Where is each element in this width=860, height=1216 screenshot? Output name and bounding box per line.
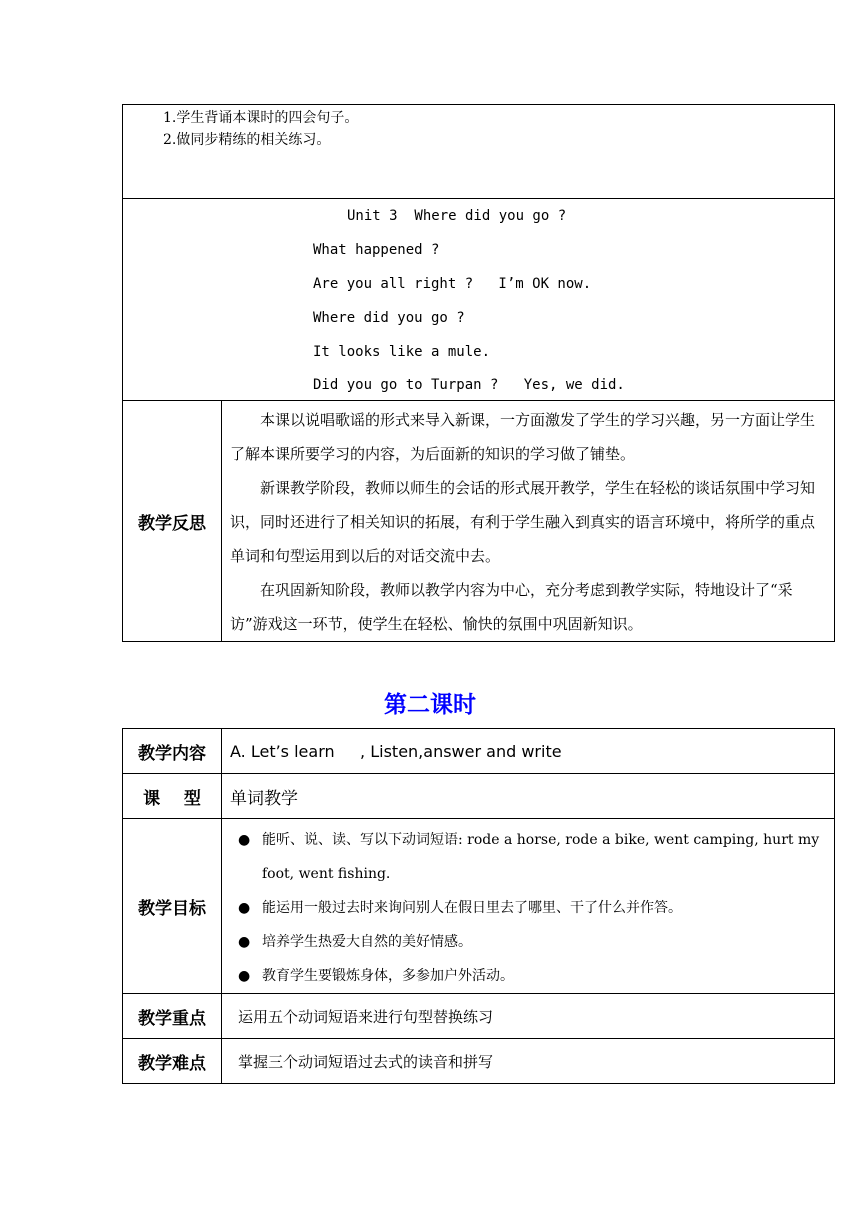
lesson1-table (122, 104, 835, 642)
objective-text: 培养学生热爱大自然的美好情感。 (262, 934, 472, 950)
type-label: 课 型 (123, 774, 222, 819)
difficulty-label: 教学难点 (123, 1039, 222, 1084)
blackboard-line: What happened ? (313, 242, 440, 258)
objective-text: 教育学生要锻炼身体，多参加户外活动。 (262, 968, 514, 984)
blackboard-line: Are you all right ? I’m OK now. (313, 276, 592, 292)
objective-item (238, 823, 828, 891)
reflection-paragraph: 新课教学阶段，教师以师生的会话的形式展开教学，学生在轻松的谈话氛围中学习知识，同时还进行了相关知识的拓展，有利于学生融入到真实的语言环境中，将所学的重点单词和句型运用到以后的对话交流中去。 (230, 479, 816, 565)
bullet-icon: ● (238, 832, 251, 848)
blackboard-line: It looks like a mule. (313, 344, 491, 360)
difficulty-value: 掌握三个动词短语过去式的读音和拼写 (222, 1039, 835, 1084)
reflection-paragraph: 在巩固新知阶段，教师以教学内容为中心，充分考虑到教学实际，特地设计了“采访”游戏这一环节，使学生在轻松、愉快的氛围中巩固新知识。 (230, 581, 793, 633)
blackboard-line: Where did you go ? (313, 310, 465, 326)
homework-item: 1.学生背诵本课时的四会句子。 (163, 110, 359, 126)
bullet-icon: ● (238, 934, 251, 950)
objective-item (238, 959, 828, 993)
content-label: 教学内容 (123, 729, 222, 774)
objective-item (238, 925, 828, 959)
content-value: A. Let’s learn , Listen,answer and write (222, 729, 835, 774)
objective-text: 能听、说、读、写以下动词短语: rode a horse, rode a bike, went camping, hurt my foot, went fishing. (262, 832, 820, 882)
objectives-cell (222, 819, 835, 994)
lesson-title: 第二课时 (384, 692, 476, 718)
blackboard-line: Did you go to Turpan ? Yes, we did. (313, 377, 625, 393)
type-value: 单词教学 (222, 774, 835, 819)
bullet-icon: ● (238, 900, 251, 916)
bullet-icon: ● (238, 968, 251, 984)
lesson2-table (122, 728, 835, 1084)
blackboard-line: Unit 3 Where did you go ? (347, 208, 567, 224)
reflection-label: 教学反思 (123, 401, 222, 642)
objective-text: 能运用一般过去时来询问别人在假日里去了哪里、干了什么并作答。 (262, 900, 682, 916)
reflection-cell (222, 401, 835, 642)
reflection-paragraph: 本课以说唱歌谣的形式来导入新课，一方面激发了学生的学习兴趣，另一方面让学生了解本课所要学习的内容，为后面新的知识的学习做了铺垫。 (230, 411, 816, 463)
key-points-value: 运用五个动词短语来进行句型替换练习 (222, 994, 835, 1039)
homework-cell (123, 105, 835, 199)
key-points-label: 教学重点 (123, 994, 222, 1039)
homework-item: 2.做同步精练的相关练习。 (163, 132, 331, 148)
objective-item (238, 891, 828, 925)
objectives-label: 教学目标 (123, 819, 222, 994)
blackboard-design-cell (123, 199, 835, 401)
